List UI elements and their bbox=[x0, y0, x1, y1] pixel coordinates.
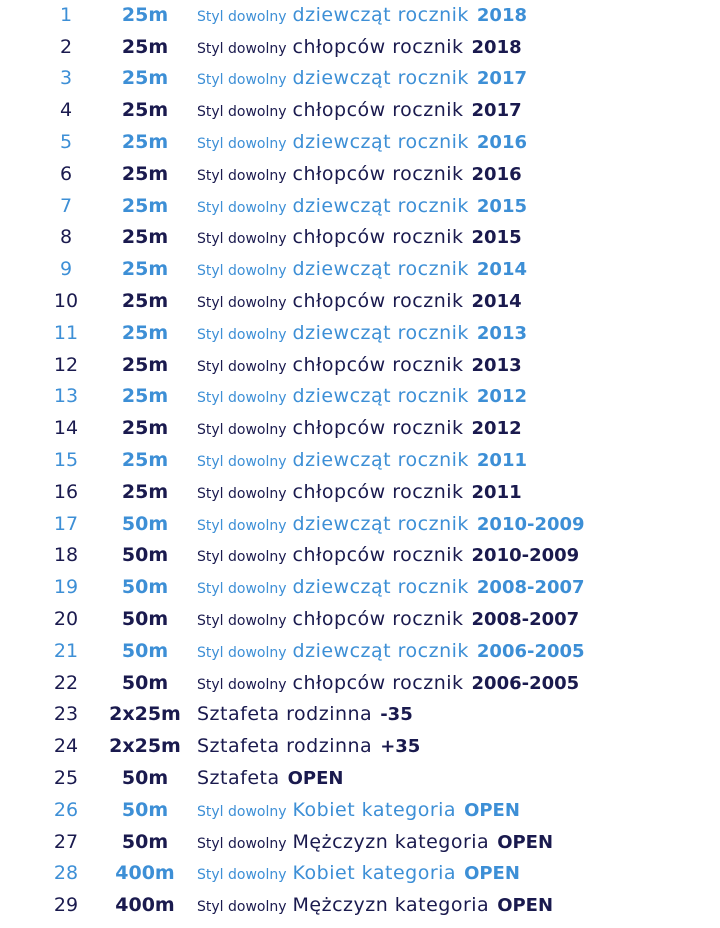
event-number: 26 bbox=[53, 798, 79, 821]
event-category: dziewcząt rocznik bbox=[292, 449, 469, 472]
event-row bbox=[0, 222, 720, 254]
event-distance: 25m bbox=[121, 290, 169, 313]
event-distance: 25m bbox=[121, 226, 169, 249]
event-year: 2016 bbox=[471, 163, 522, 185]
event-year: 2010-2009 bbox=[471, 545, 580, 567]
event-style: Styl dowolny bbox=[197, 104, 287, 121]
event-year: 2008-2007 bbox=[471, 609, 580, 631]
event-number: 3 bbox=[59, 67, 73, 90]
event-distance: 25m bbox=[121, 3, 169, 26]
event-distance: 50m bbox=[121, 671, 169, 694]
event-row bbox=[0, 794, 720, 826]
event-category: chłopców rocznik bbox=[292, 608, 464, 631]
event-category: Kobiet kategoria bbox=[292, 862, 457, 885]
event-row bbox=[0, 190, 720, 222]
event-category: Mężczyzn kategoria bbox=[292, 830, 490, 853]
event-year: 2012 bbox=[476, 386, 527, 408]
event-category: chłopców rocznik bbox=[292, 162, 464, 185]
event-description bbox=[197, 36, 522, 58]
event-year: 2011 bbox=[476, 450, 527, 472]
event-distance: 25m bbox=[121, 385, 169, 408]
event-category: Kobiet kategoria bbox=[292, 798, 457, 821]
event-distance: 2x25m bbox=[109, 735, 181, 758]
event-distance: 25m bbox=[121, 480, 169, 503]
event-style: Styl dowolny bbox=[197, 8, 287, 25]
event-year: 2011 bbox=[471, 481, 522, 503]
event-description bbox=[197, 385, 527, 407]
event-description bbox=[197, 67, 527, 89]
event-year: 2013 bbox=[476, 322, 527, 344]
event-row bbox=[0, 667, 720, 699]
event-category: chłopców rocznik bbox=[292, 35, 464, 58]
event-number: 29 bbox=[53, 894, 79, 917]
event-description bbox=[197, 322, 527, 344]
event-style: Styl dowolny bbox=[197, 835, 287, 852]
event-category: chłopców rocznik bbox=[292, 480, 464, 503]
event-row bbox=[0, 826, 720, 858]
event-style: Styl dowolny bbox=[197, 803, 287, 820]
event-style: Styl dowolny bbox=[197, 454, 287, 471]
event-number: 13 bbox=[53, 385, 79, 408]
event-description bbox=[197, 99, 522, 121]
event-year: 2015 bbox=[476, 195, 527, 217]
event-distance: 25m bbox=[121, 131, 169, 154]
event-number: 28 bbox=[53, 862, 79, 885]
event-row bbox=[0, 349, 720, 381]
event-description bbox=[197, 131, 527, 153]
event-year: 2014 bbox=[471, 291, 522, 313]
event-row bbox=[0, 699, 720, 731]
event-number: 21 bbox=[53, 639, 79, 662]
event-distance: 25m bbox=[121, 258, 169, 281]
event-description bbox=[197, 258, 527, 280]
event-number: 25 bbox=[53, 767, 79, 790]
event-description bbox=[197, 799, 520, 821]
event-year: OPEN bbox=[497, 831, 554, 853]
event-description bbox=[197, 640, 585, 662]
event-style: Styl dowolny bbox=[197, 358, 287, 375]
event-number: 2 bbox=[59, 35, 73, 58]
event-row bbox=[0, 540, 720, 572]
event-year: 2013 bbox=[471, 354, 522, 376]
event-row bbox=[0, 635, 720, 667]
event-distance: 25m bbox=[121, 162, 169, 185]
event-description bbox=[197, 354, 522, 376]
event-description bbox=[197, 4, 527, 26]
event-category: dziewcząt rocznik bbox=[292, 385, 469, 408]
event-category: Mężczyzn kategoria bbox=[292, 894, 490, 917]
event-distance: 50m bbox=[121, 767, 169, 790]
event-year: 2016 bbox=[476, 132, 527, 154]
event-number: 1 bbox=[59, 3, 73, 26]
event-number: 4 bbox=[59, 99, 73, 122]
event-style: Styl dowolny bbox=[197, 899, 287, 916]
event-number: 11 bbox=[53, 321, 79, 344]
event-number: 18 bbox=[53, 544, 79, 567]
event-style: Styl dowolny bbox=[197, 136, 287, 153]
event-row bbox=[0, 476, 720, 508]
event-style: Styl dowolny bbox=[197, 676, 287, 693]
event-year: 2006-2005 bbox=[471, 672, 580, 694]
event-number: 8 bbox=[59, 226, 73, 249]
event-row bbox=[0, 730, 720, 762]
event-number: 5 bbox=[59, 131, 73, 154]
event-description bbox=[197, 226, 522, 248]
event-row bbox=[0, 571, 720, 603]
event-row bbox=[0, 444, 720, 476]
event-number: 7 bbox=[59, 194, 73, 217]
event-row bbox=[0, 285, 720, 317]
event-description bbox=[197, 481, 522, 503]
event-year: -35 bbox=[380, 704, 413, 726]
event-category: chłopców rocznik bbox=[292, 671, 464, 694]
event-year: OPEN bbox=[464, 863, 520, 885]
event-distance: 50m bbox=[121, 576, 169, 599]
event-year: 2008-2007 bbox=[476, 577, 585, 599]
event-distance: 50m bbox=[121, 512, 169, 535]
event-year: OPEN bbox=[497, 895, 554, 917]
event-distance: 25m bbox=[121, 321, 169, 344]
event-category: dziewcząt rocznik bbox=[292, 3, 469, 26]
event-row bbox=[0, 317, 720, 349]
event-year: 2017 bbox=[476, 68, 527, 90]
event-number: 15 bbox=[53, 449, 79, 472]
event-style: Styl dowolny bbox=[197, 167, 287, 184]
event-style: Styl dowolny bbox=[197, 390, 287, 407]
event-style: Styl dowolny bbox=[197, 326, 287, 343]
event-category: dziewcząt rocznik bbox=[292, 512, 469, 535]
event-description bbox=[197, 608, 579, 630]
event-category: dziewcząt rocznik bbox=[292, 194, 469, 217]
event-style: Styl dowolny bbox=[197, 231, 287, 248]
event-row bbox=[0, 381, 720, 413]
event-style: Styl dowolny bbox=[197, 867, 287, 884]
event-distance: 50m bbox=[121, 544, 169, 567]
event-distance: 50m bbox=[121, 639, 169, 662]
event-category: chłopców rocznik bbox=[292, 226, 464, 249]
event-description bbox=[197, 290, 522, 312]
event-style: Styl dowolny bbox=[197, 549, 287, 566]
event-category: chłopców rocznik bbox=[292, 290, 464, 313]
event-category: chłopców rocznik bbox=[292, 544, 464, 567]
event-style: Styl dowolny bbox=[197, 517, 287, 534]
event-category: chłopców rocznik bbox=[292, 353, 464, 376]
event-category: dziewcząt rocznik bbox=[292, 67, 469, 90]
event-year: OPEN bbox=[287, 768, 344, 790]
event-category: dziewcząt rocznik bbox=[292, 258, 469, 281]
event-number: 17 bbox=[53, 512, 79, 535]
event-row bbox=[0, 0, 720, 31]
event-category: dziewcząt rocznik bbox=[292, 576, 469, 599]
event-category: chłopców rocznik bbox=[292, 417, 464, 440]
event-style: Styl dowolny bbox=[197, 263, 287, 280]
event-year: 2006-2005 bbox=[476, 640, 585, 662]
event-description bbox=[197, 544, 579, 566]
event-description bbox=[197, 831, 553, 853]
event-number: 23 bbox=[53, 703, 79, 726]
event-category: dziewcząt rocznik bbox=[292, 639, 469, 662]
event-distance: 25m bbox=[121, 67, 169, 90]
event-row bbox=[0, 603, 720, 635]
event-distance: 400m bbox=[115, 862, 175, 885]
event-style: Styl dowolny bbox=[197, 485, 287, 502]
event-number: 24 bbox=[53, 735, 79, 758]
event-category: Sztafeta bbox=[197, 767, 280, 790]
event-row bbox=[0, 412, 720, 444]
event-distance: 25m bbox=[121, 449, 169, 472]
event-description bbox=[197, 195, 527, 217]
event-year: OPEN bbox=[464, 799, 520, 821]
event-distance: 2x25m bbox=[109, 703, 181, 726]
event-description bbox=[197, 576, 585, 598]
event-style: Styl dowolny bbox=[197, 199, 287, 216]
event-number: 27 bbox=[53, 830, 79, 853]
event-description bbox=[197, 163, 522, 185]
event-row bbox=[0, 126, 720, 158]
event-year: 2012 bbox=[471, 418, 522, 440]
event-description bbox=[197, 862, 520, 884]
event-description bbox=[197, 449, 527, 471]
event-distance: 25m bbox=[121, 353, 169, 376]
event-description bbox=[197, 894, 553, 916]
event-number: 6 bbox=[59, 162, 73, 185]
event-distance: 50m bbox=[121, 608, 169, 631]
event-row bbox=[0, 63, 720, 95]
event-number: 14 bbox=[53, 417, 79, 440]
event-category: chłopców rocznik bbox=[292, 99, 464, 122]
event-number: 10 bbox=[53, 290, 79, 313]
event-distance: 50m bbox=[121, 830, 169, 853]
event-style: Styl dowolny bbox=[197, 72, 287, 89]
event-distance: 25m bbox=[121, 194, 169, 217]
event-row bbox=[0, 158, 720, 190]
event-row bbox=[0, 31, 720, 63]
event-style: Styl dowolny bbox=[197, 613, 287, 630]
event-style: Styl dowolny bbox=[197, 644, 287, 661]
event-style: Styl dowolny bbox=[197, 422, 287, 439]
event-distance: 50m bbox=[121, 798, 169, 821]
event-year: +35 bbox=[380, 736, 421, 758]
event-row bbox=[0, 762, 720, 794]
event-year: 2018 bbox=[471, 36, 522, 58]
event-description bbox=[197, 672, 579, 694]
event-year: 2010-2009 bbox=[476, 513, 585, 535]
event-style: Styl dowolny bbox=[197, 581, 287, 598]
event-category: dziewcząt rocznik bbox=[292, 131, 469, 154]
event-style: Styl dowolny bbox=[197, 295, 287, 312]
event-row bbox=[0, 94, 720, 126]
event-year: 2018 bbox=[476, 4, 527, 26]
event-row bbox=[0, 889, 720, 921]
event-row bbox=[0, 253, 720, 285]
event-row bbox=[0, 508, 720, 540]
event-number: 19 bbox=[53, 576, 79, 599]
event-row bbox=[0, 858, 720, 890]
event-year: 2014 bbox=[476, 259, 527, 281]
event-number: 16 bbox=[53, 480, 79, 503]
event-distance: 25m bbox=[121, 417, 169, 440]
event-distance: 400m bbox=[115, 894, 175, 917]
event-category: dziewcząt rocznik bbox=[292, 321, 469, 344]
event-distance: 25m bbox=[121, 35, 169, 58]
event-year: 2017 bbox=[471, 100, 522, 122]
event-year: 2015 bbox=[471, 227, 522, 249]
event-number: 20 bbox=[53, 608, 79, 631]
event-style: Styl dowolny bbox=[197, 40, 287, 57]
event-description bbox=[197, 703, 413, 725]
event-number: 12 bbox=[53, 353, 79, 376]
event-category: Sztafeta rodzinna bbox=[197, 703, 373, 726]
event-distance: 25m bbox=[121, 99, 169, 122]
event-description bbox=[197, 513, 585, 535]
event-description bbox=[197, 767, 343, 789]
event-number: 22 bbox=[53, 671, 79, 694]
event-category: Sztafeta rodzinna bbox=[197, 735, 373, 758]
event-number: 9 bbox=[59, 258, 73, 281]
event-description bbox=[197, 417, 522, 439]
event-description bbox=[197, 735, 420, 757]
